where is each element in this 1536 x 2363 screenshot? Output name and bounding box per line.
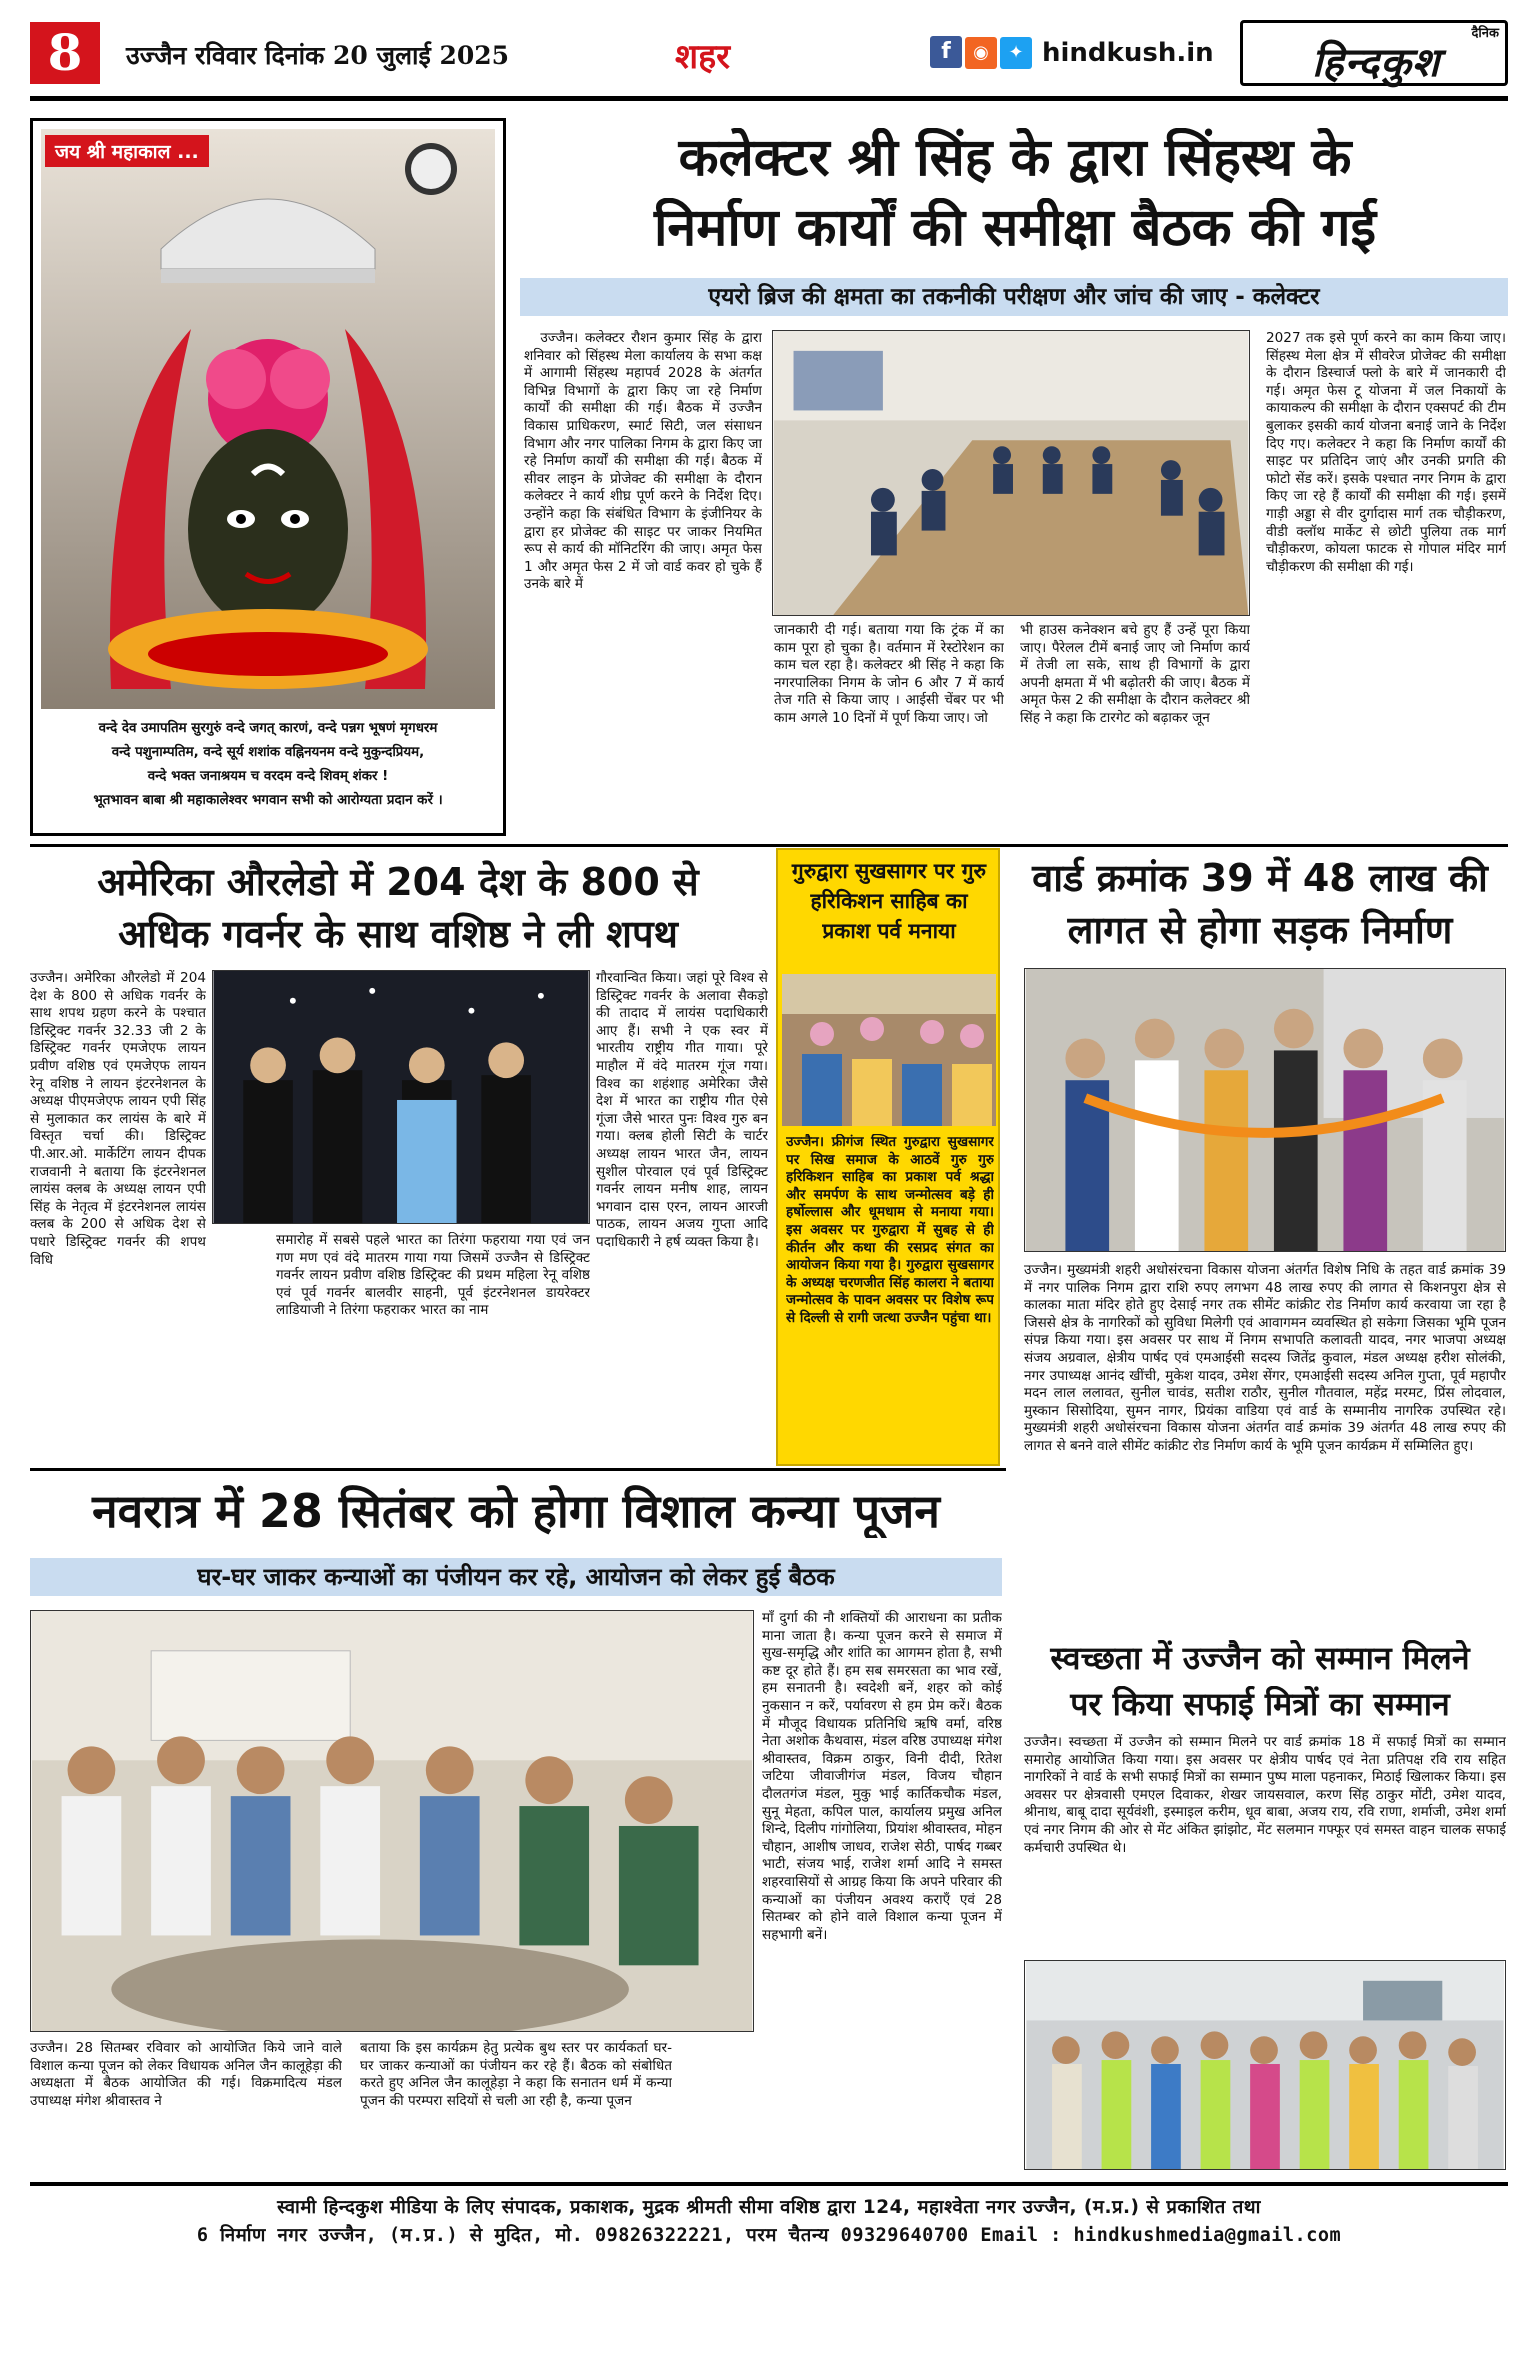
mantra-line-4: भूतभावन बाबा श्री महाकालेश्वर भगवान सभी को आरोग्यता प्रदान करें ।: [93, 793, 443, 808]
gurudwara-box: [776, 848, 1000, 1466]
top-story-headline-2: निर्माण कार्यों की समीक्षा बैठक की गई: [653, 198, 1377, 258]
swachhata-photo: [1024, 1960, 1506, 2170]
header-rule: [30, 96, 1508, 101]
mantra-line-3: वन्दे भक्त जनाश्रयम च वरदम वन्दे शिवम् शंकर !: [147, 769, 389, 784]
ward-body: उज्जैन। मुख्यमंत्री शहरी अधोसंरचना विकास योजना अंतर्गत विशेष निधि के तहत वार्ड क्रमांक 39 में नगर पालिक निगम द्वारा राशि रुपए लगभग 48 लाख रुपए की लागत से किशनपुरा क्षेत्र से कालका माता मंदिर होते हुए देसाई नगर तक सीमेंट कांक्रीट रोड निर्माण कार्य करवाया जा रहा है जिससे क्षेत्र के नागरिकों को सुविधा मिलेगी एवं आवागमन व्यवस्थित हो सकेगा जिसका भूमि पूजन संपन्न किया गया। इस अवसर पर साथ में निगम सभापति कलावती यादव, नगर भाजपा अध्यक्ष संजय अग्रवाल, क्षेत्रीय पार्षद एवं एमआईसी सदस्य जितेंद्र कुवाल, मंडल अध्यक्ष हरीश सोलंकी, नगर उपाध्यक्ष आनंद खींची, मुकेश यादव, उमेश सेंगर, एमआईसी सदस्य अनिल गुप्ता, पूर्व महापौर मदन लाल ललावत, सुनील चावंड, सतीश राठौर, सुनील गौतवाल, महेंद्र मरमट, प्रिंस लोदवाल, मुस्कान सिसोदिया, सुमन नागर, प्रियंका वाडिया एवं वार्ड के सम्मानीय नागरिक उपस्थित रहे। मुख्यमंत्री शहरी अधोसंरचना विकास योजना अंतर्गत वार्ड क्रमांक 39 अंतर्गत 48 लाख रुपए की लागत से बनने वाले सीमेंट कांक्रीट रोड निर्माण कार्य के भूमि पूजन कार्यक्रम में सम्मिलित हुए।: [1024, 1262, 1506, 1454]
orlando-col-1: उज्जैन। अमेरिका औरलेडो में 204 देश के 800 से अधिक गवर्नर के साथ शपथ ग्रहण करने के पश्चात डिस्ट्रिक्ट गवर्नर 32.33 जी 2 के डिस्ट्रिक्ट गवर्नर एमजेएफ लायन प्रवीण वशिष्ठ एवं एमजेएफ लायन रेनू वशिष्ठ ने लायन इंटरनेशनल के अध्यक्ष पीएमजेएफ लायन एपी सिंह से मुलाकात कर लायंस के बारे में विस्तृत चर्चा की। डिस्ट्रिक्ट पी.आर.ओ. मार्केटिंग लायन दीपक राजवानी ने बताया कि इंटरनेशनल लायंस क्लब के अध्यक्ष लायन एपी सिंह के नेतृत्व में इंटरनेशनल लायंस क्लब के 200 से अधिक देश से पधारे डिस्ट्रिक्ट गवर्नर की शपथ विधि: [30, 970, 206, 1268]
mantra-line-1: वन्दे देव उमापतिम सुरगुरुं वन्दे जगत् कारणं, वन्दे पन्नग भूषणं मृगधरम: [98, 721, 438, 736]
footer-imprint-2: 6 निर्माण नगर उज्जैन, (म.प्र.) से मुदित, मो. 09826322221, परम चैतन्य 09329640700 Email : hindkushmedia@gmail.com: [196, 2225, 1342, 2246]
navratri-headline: नवरात्र में 28 सितंबर को होगा विशाल कन्या पूजन: [92, 1484, 940, 1538]
gurudwara-headline: गुरुद्वारा सुखसागर पर गुरु हरिकिशन साहिब का प्रकाश पर्व मनाया: [791, 859, 987, 943]
navratri-col-2: बताया कि इस कार्यक्रम हेतु प्रत्येक बुथ स्तर पर कार्यकर्ता घर-घर जाकर कन्याओं का पंजीयन कर रहे हैं। बैठक को संबोधित करते हुए अनिल जैन कालूहेड़ा ने कहा कि सनातन धर्म में कन्या पूजन की परम्परा सदियों से चली आ रही है, कन्या पूजन: [360, 2040, 672, 2109]
orlando-photo: [212, 970, 590, 1224]
orlando-col-3: गौरवान्वित किया। जहां पूरे विश्व से डिस्ट्रिक्ट गवर्नर के अलावा सैकड़ो की तादाद में लायंस पदाधिकारी आए हैं। सभी ने एक स्वर में भारतीय राष्ट्रीय गीत गाया। पूरे माहौल में वंदे मातरम गूंज गया। विश्व का शहंशाह अमेरिका जैसे देश में भारत का राष्ट्रीय गीत ऐसे गूंजा जैसे भारत पुनः विश्व गुरु बन गया। क्लब होली सिटी के चार्टर अध्यक्ष लायन भारत जैन, लायन सुशील पोरवाल एवं पूर्व डिस्ट्रिक्ट गवर्नर लायन मनीष शाह, लायन भगवान दास एरन, लायन आरजी पाठक, लायन अजय गुप्ता आदि पदाधिकारी ने हर्ष व्यक्त किया है।: [596, 970, 768, 1250]
top-story-col-3: भी हाउस कनेक्शन बचे हुए हैं उन्हें पूरा किया जाए। पैरेलल टीमें बनाई जाए जो निर्माण कार्य में तेजी ला सके, साथ ही विभागों के द्वारा अपनी क्षमता में भी बढ़ोतरी की जाए। बैठक में अमृत फेस 2 की समीक्षा के दौरान कलेक्टर श्री सिंह ने कहा कि टारगेट को बढ़ाकर जून: [1020, 622, 1250, 726]
navratri-subhead: घर-घर जाकर कन्याओं का पंजीयन कर रहे, आयोजन को लेकर हुई बैठक: [30, 1558, 1002, 1596]
navratri-col-3: माँ दुर्गा की नौ शक्तियों की आराधना का प्रतीक माना जाता है। कन्या पूजन करने से समाज में सुख-समृद्धि और शांति का आगमन होता है, सभी कष्ट दूर होते हैं। हम सब समरसता का भाव रखें, हम सनातनी है। स्वदेशी बनें, शहर को कोई नुकसान न करें, पर्यावरण से हम प्रेम करें। बैठक में मौजूद विधायक प्रतिनिधि ऋषि वर्मा, वरिष्ठ नेता अशोक कैथवास, मंडल वरिष्ठ उपाध्यक्ष मंगेश श्रीवास्तव, विक्रम ठाकुर, विनी दीदी, रितेश जटिया जीवाजीगंज मंडल, विजय चौहान दौलतगंज मंडल, मुकु भाई कार्तिकचौक मंडल, सुनू मेहता, कपिल पाल, कार्यालय प्रमुख अनिल शिन्दे, दिलीप गांगोलिया, प्रियांश श्रीवास्तव, मोहन चौहान, आशीष जाधव, राजेश सेठी, पार्षद गब्बर भाटी, संजय भाई, राजेश शर्मा आदि ने समस्त शहरवासियों से आग्रह किया कि अपने परिवार की कन्याओं का पंजीयन अवश्य कराएँ एवं 28 सितम्बर को होने वाले विशाल कन्या पूजन में सहभागी बनें।: [762, 1610, 1002, 1943]
swachhata-headline-2: पर किया सफाई मित्रों का सम्मान: [1070, 1686, 1450, 1723]
mahakal-caption: [39, 717, 497, 813]
navratri-meeting-photo: [30, 1610, 754, 2032]
top-story-headline-1: कलेक्टर श्री सिंह के द्वारा सिंहस्थ के: [678, 128, 1352, 188]
page-header: [30, 18, 1508, 92]
dateline: उज्जैन रविवार दिनांक 20 जुलाई 2025: [126, 41, 510, 70]
orlando-headline-2: अधिक गवर्नर के साथ वशिष्ठ ने ली शपथ: [118, 912, 678, 956]
ward-headline-1: वार्ड क्रमांक 39 में 48 लाख की: [1032, 856, 1488, 900]
swachhata-headline-1: स्वच्छता में उज्जैन को सम्मान मिलने: [1050, 1640, 1470, 1677]
twitter-icon[interactable]: ✦: [1000, 37, 1032, 69]
top-story-col-2: जानकारी दी गई। बताया गया कि ट्रंक में का काम पूरा हो चुका है। वर्तमान में रेस्टोरेशन का काम चल रहा है। कलेक्टर श्री सिंह ने कहा कि नगरपालिका निगम के जोन 6 और 7 में कार्य तेज गति से किया जाए । आईसी चेंबर पर भी काम अगले 10 दिनों में पूर्ण किया जाए। जो: [774, 622, 1004, 726]
masthead: [1240, 20, 1508, 86]
section-title: शहर: [675, 37, 731, 77]
footer-imprint-1: स्वामी हिन्दकुश मीडिया के लिए संपादक, प्रकाशक, मुद्रक श्रीमती सीमा वशिष्ठ द्वारा 124, महाश्वेता नगर उज्जैन, (म.प्र.) से प्रकाशित तथा: [277, 2197, 1261, 2218]
website-link[interactable]: hindkush.in: [1042, 38, 1214, 68]
orlando-headline-1: अमेरिका औरलेडो में 204 देश के 800 से: [97, 860, 699, 904]
top-story-subhead: एयरो ब्रिज की क्षमता का तकनीकी परीक्षण और जांच की जाए - कलेक्टर: [520, 278, 1508, 316]
swachhata-body: उज्जैन। स्वच्छता में उज्जैन को सम्मान मिलने पर वार्ड क्रमांक 18 में सफाई मित्रों का सम्मान समारोह आयोजित किया गया। इस अवसर पर क्षेत्रीय पार्षद एवं नेता प्रतिपक्ष रवि राय सहित नागरिकों ने वार्ड के सभी सफाई मित्रों का सम्मान पुष्प माला पहनाकर, मिठाई खिलाकर किया। इस अवसर पर क्षेत्रवासी एमएल दिवाकर, शेखर जायसवाल, करण सिंह ठाकुर मोंटी, उमेश यादव, श्रीनाथ, बाबू दादा सूर्यवंशी, इस्माइल करीम, धूव बाबा, अजय राय, रवि राणा, शर्माजी, उमेश शर्मा एवं नगर निगम की ओर से मेंट अंकित झांझोट, मेंट सलमान गफ्फूर एवं समस्त वाहन चालक सफाई कर्मचारी उपस्थित थे।: [1024, 1734, 1506, 1856]
divider-1: [30, 844, 1508, 847]
top-story-col-1: उज्जैन। कलेक्टर रौशन कुमार सिंह के द्वारा शनिवार को सिंहस्थ मेला कार्यालय के सभा कक्ष में आगामी सिंहस्थ महापर्व 2028 के अंतर्गत विभिन्न विभागों के द्वारा किए जा रहे निर्माण कार्यों की समीक्षा की गई। बैठक में उज्जैन विकास प्राधिकरण, स्मार्ट सिटी, जल संसाधन विभाग और नगर पालिका निगम के द्वारा किए जा रहे निर्माण कार्यों की समीक्षा की गई। बैठक में सीवर लाइन के प्रोजेक्ट की समीक्षा के दौरान कलेक्टर ने कार्य शीघ्र पूर्ण करने के निर्देश दिए। उन्होंने कहा कि संबंधित विभाग के इंजीनियर के द्वारा हर प्रोजेक्ट की साइट पर जाकर नियमित रूप से कार्य की मॉनिटरिंग की जाए। अमृत फेस 1 और अमृत फेस 2 में जो वार्ड कवर हो चुके हैं उनके बारे में: [524, 330, 762, 593]
page-number: 8: [30, 22, 100, 84]
gurudwara-photo: [782, 974, 996, 1126]
top-story-col-4: 2027 तक इसे पूर्ण करने का काम किया जाए। सिंहस्थ मेला क्षेत्र में सीवरेज प्रोजेक्ट की समीक्षा के दौरान डिस्चार्ज फ्लो के बारे में जानकारी दी गई। अमृत फेस टू योजना में जल निकायों के कायाकल्प की समीक्षा के दौरान एक्सपर्ट की टीम बुलाकर इसकी कार्य योजना बनाई जाने के निर्देश दिए गए। कलेक्टर ने कहा कि निर्माण कार्यों की साइट पर प्रतिदिन जाएं और उनकी प्रगति की फोटो सेंड करें। इसके पश्चात नगर निगम के द्वारा किए जा रहे हैं कार्यों की समीक्षा की गई। इसमें गाड़ी अड्डा से वीर दुर्गादास मार्ग तक चौड़ीकरण, वीडी क्लॉथ मार्केट से छोटी पुलिया तक मार्ग चौड़ीकरण, कोयला फाटक से गोपाल मंदिर मार्ग चौड़ीकरण की समीक्षा की गई।: [1266, 330, 1506, 575]
footer-rule: [30, 2182, 1508, 2186]
mahakal-shrine-illustration: [41, 129, 495, 709]
divider-2: [30, 1468, 1006, 1471]
navratri-col-1: उज्जैन। 28 सितम्बर रविवार को आयोजित किये जाने वाले विशाल कन्या पूजन को लेकर विधायक अनिल जैन कालूहेड़ा की अध्यक्षता में बैठक आयोजित की गई। विक्रमादित्य मंडल उपाध्यक्ष मंगेश श्रीवास्तव ने: [30, 2040, 342, 2109]
mahakal-box: [30, 118, 506, 836]
orlando-col-2: समारोह में सबसे पहले भारत का तिरंगा फहराया गया एवं जन गण मण एवं वंदे मातरम गाया गया जिसमें उज्जैन से डिस्ट्रिक्ट गवर्नर लायन प्रवीण वशिष्ठ डिस्ट्रिक्ट की प्रथम महिला रेनू वशिष्ठ एवं पूर्व गवर्नर बालवीर साहनी, पूर्व इंटरनेशनल डायरेक्टर लाडियाजी ने तिरंगा फहराकर भारत का नाम: [276, 1232, 590, 1319]
rss-icon[interactable]: ◉: [965, 37, 997, 69]
meeting-photo: [772, 330, 1250, 616]
mantra-line-2: वन्दे पशुनाम्पतिम, वन्दे सूर्य शशांक वह्निनयनम वन्दे मुकुन्दप्रियम,: [111, 745, 425, 760]
masthead-title: हिन्दकुश: [1311, 39, 1441, 86]
gurudwara-body: उज्जैन। फ्रीगंज स्थित गुरुद्वारा सुखसागर पर सिख समाज के आठवें गुरु गुरु हरिकिशन साहिब का प्रकाश पर्व श्रद्धा और समर्पण के साथ जन्मोत्सव बड़े ही हर्षोल्लास और धूमधाम से मनाया गया। इस अवसर पर गुरुद्वारा में सुबह से ही कीर्तन और कथा की रसप्रद संगत का आयोजन किया गया है। गुरुद्वारा सुखसागर के अध्यक्ष चरणजीत सिंह कालरा ने बताया जन्मोत्सव के पावन अवसर पर विशेष रूप से दिल्ली से रागी जत्था उज्जैन पहुंचा था।: [786, 1134, 994, 1326]
ward-headline-2: लागत से होगा सड़क निर्माण: [1067, 908, 1453, 952]
mahakal-tag: जय श्री महाकाल ...: [45, 135, 209, 167]
facebook-icon[interactable]: f: [930, 36, 962, 68]
social-icons: [930, 36, 1035, 69]
masthead-small: दैनिक: [1471, 26, 1499, 41]
ward-photo: [1024, 968, 1506, 1252]
